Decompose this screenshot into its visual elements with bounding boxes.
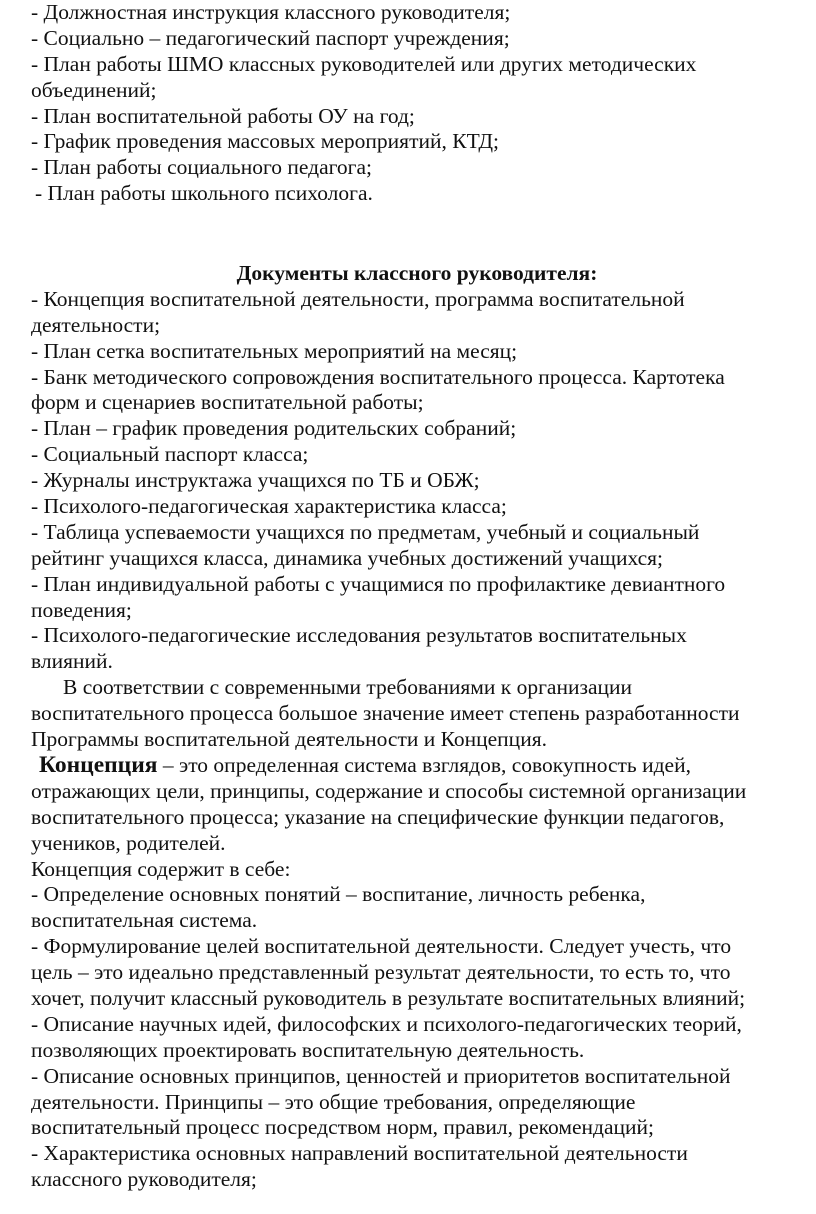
list-item: - Характеристика основных направлений воспитательной деятельности <box>31 1141 688 1166</box>
list-item: - Социально – педагогический паспорт учреждения; <box>31 25 510 50</box>
list-item: - Банк методического сопровождения воспитательного процесса. Картотека <box>31 364 725 389</box>
paragraph-line: воспитательного процесса большое значение имеет степень разработанности <box>31 701 740 726</box>
paragraph-line: воспитательного процесса; указание на специфические функции педагогов, <box>31 804 725 829</box>
list-item: - Формулирование целей воспитательной деятельности. Следует учесть, что <box>31 934 732 959</box>
paragraph-line: отражающих цели, принципы, содержание и способы системной организации <box>31 778 747 803</box>
list-item-continuation: форм и сценариев воспитательной работы; <box>31 390 424 415</box>
section-heading: Документы классного руководителя: <box>236 261 598 286</box>
list-item: - График проведения массовых мероприятий, КТД; <box>31 129 499 154</box>
concept-first-rest: – это определенная система взглядов, совокупность идей, <box>157 752 691 777</box>
intro-paragraph <box>31 675 803 753</box>
list-item-continuation: воспитательная система. <box>31 908 258 933</box>
blank-line <box>31 233 803 261</box>
list-item-continuation: деятельности; <box>31 312 161 337</box>
blank-line <box>31 207 803 233</box>
list-item: - Описание основных принципов, ценностей и приоритетов воспитательной <box>31 1063 731 1088</box>
list-item-continuation: воспитательный процесс посредством норм, правил, рекомендаций; <box>31 1115 654 1140</box>
list-item: - Должностная инструкция классного руководителя; <box>31 0 511 24</box>
list-item-continuation: позволяющих проектировать воспитательную деятельность. <box>31 1037 585 1062</box>
concept-contains-intro: Концепция содержит в себе: <box>31 856 291 881</box>
paragraph-line: В соответствии с современными требованиями к организации <box>63 675 633 700</box>
list-item-continuation: поведения; <box>31 597 132 622</box>
concept-contents-list <box>31 882 803 1193</box>
list-item: - Журналы инструктажа учащихся по ТБ и ОБЖ; <box>31 468 480 493</box>
list-item: - Описание научных идей, философских и психолого-педагогических теорий, <box>31 1011 742 1036</box>
list-item: - Социальный паспорт класса; <box>31 442 309 467</box>
concept-term: Концепция <box>39 751 158 778</box>
teacher-documents-list <box>31 287 803 675</box>
list-item: - План – график проведения родительских собраний; <box>31 416 517 441</box>
list-item: - Определение основных понятий – воспитание, личность ребенка, <box>31 882 646 907</box>
list-item: - План работы социального педагога; <box>31 155 372 180</box>
paragraph-line: учеников, родителей. <box>31 830 226 855</box>
list-item-continuation: объединений; <box>31 77 157 102</box>
list-item-continuation: влияний. <box>31 649 113 674</box>
list-item: - План индивидуальной работы с учащимися по профилактике девиантного <box>31 571 726 596</box>
list-item-continuation: классного руководителя; <box>31 1167 257 1192</box>
concept-definition <box>31 753 803 857</box>
list-item: - План воспитательной работы ОУ на год; <box>31 103 415 128</box>
list-item: - Психолого-педагогические исследования результатов воспитательных <box>31 623 687 648</box>
list-item-continuation: рейтинг учащихся класса, динамика учебных достижений учащихся; <box>31 545 664 570</box>
list-item: - План сетка воспитательных мероприятий на месяц; <box>31 338 518 363</box>
list-item: - План работы школьного психолога. <box>35 181 373 206</box>
document-page <box>31 0 803 1193</box>
concept-first-line <box>31 753 803 779</box>
paragraph-line: Программы воспитательной деятельности и Концепция. <box>31 727 547 752</box>
list-item: - Психолого-педагогическая характеристика класса; <box>31 494 507 519</box>
list-item: - План работы ШМО классных руководителей или других методических <box>31 51 697 76</box>
list-item-continuation: хочет, получит классный руководитель в результате воспитательных влияний; <box>31 985 746 1010</box>
required-documents-list <box>31 0 803 207</box>
list-item-continuation: цель – это идеально представленный результат деятельности, то есть то, что <box>31 960 731 985</box>
list-item: - Таблица успеваемости учащихся по предметам, учебный и социальный <box>31 519 700 544</box>
list-item: - Концепция воспитательной деятельности, программа воспитательной <box>31 286 685 311</box>
list-item-continuation: деятельности. Принципы – это общие требования, определяющие <box>31 1089 636 1114</box>
